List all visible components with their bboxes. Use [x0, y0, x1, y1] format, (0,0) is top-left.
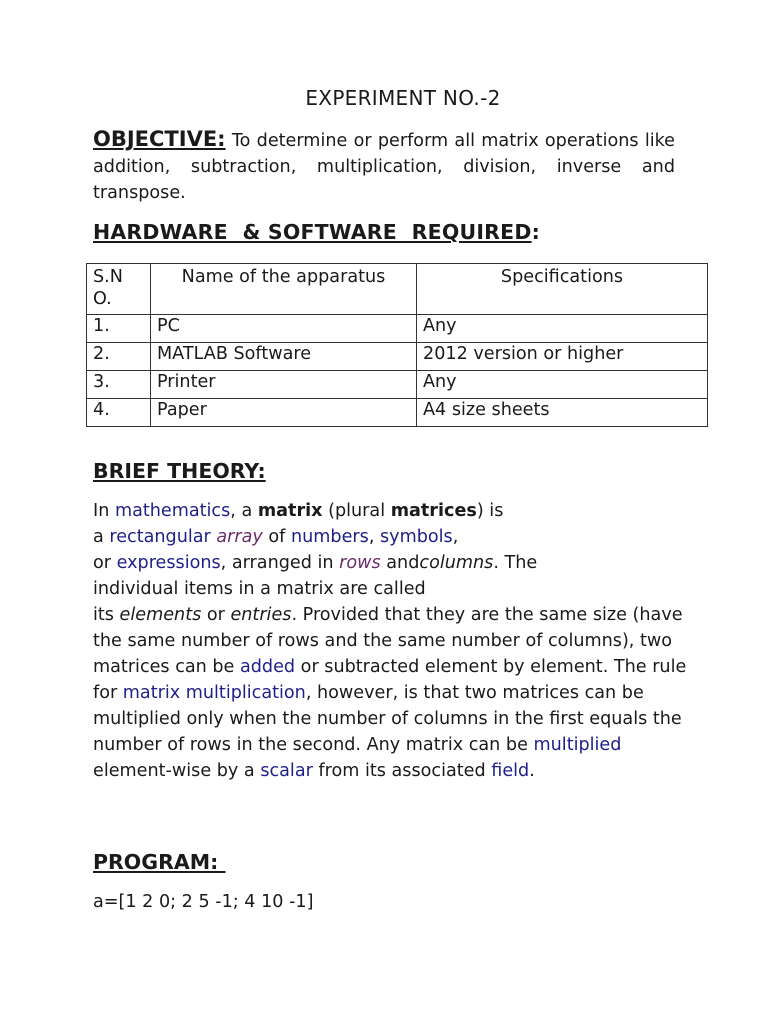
program-code-line: a=[1 2 0; 2 5 -1; 4 10 -1]: [93, 892, 314, 912]
link-multiplied[interactable]: multiplied: [533, 735, 622, 755]
header-apparatus: Name of the apparatus: [151, 264, 417, 315]
theory-text: ) is: [476, 501, 504, 521]
link-rows[interactable]: rows: [339, 553, 381, 573]
cell-sno: 1.: [87, 315, 151, 343]
theory-text: its: [93, 605, 120, 625]
table-row: [87, 315, 708, 343]
cell-sno: 4.: [87, 399, 151, 427]
term-entries: entries: [230, 605, 292, 625]
theory-text: ,: [368, 527, 381, 547]
header-specifications: Specifications: [417, 264, 708, 315]
theory-text: of: [262, 527, 291, 547]
cell-apparatus: Printer: [151, 371, 417, 399]
link-expressions[interactable]: expressions: [116, 553, 221, 573]
program-heading: PROGRAM:: [93, 850, 226, 874]
cell-specification: 2012 version or higher: [417, 343, 708, 371]
term-columns: columns: [419, 553, 494, 573]
link-numbers[interactable]: numbers: [290, 527, 369, 547]
link-array[interactable]: array: [216, 527, 263, 547]
objective-paragraph: [93, 126, 675, 206]
cell-specification: Any: [417, 315, 708, 343]
theory-text: or: [201, 605, 231, 625]
theory-text: (plural: [322, 501, 391, 521]
term-matrix: matrix: [257, 501, 323, 521]
hardware-heading-text: HARDWARE & SOFTWARE REQUIRED: [93, 220, 532, 244]
theory-text: individual items in a matrix are called: [93, 579, 426, 599]
theory-text: from its associated: [312, 761, 492, 781]
theory-text: . The: [493, 553, 538, 573]
theory-text: or: [93, 553, 117, 573]
term-matrices: matrices: [390, 501, 477, 521]
hardware-heading-colon: :: [531, 220, 540, 244]
theory-paragraph: [93, 498, 693, 784]
objective-heading: OBJECTIVE:: [93, 127, 226, 151]
objective-text: To determine or perform all matrix operations like addition, subtraction, multiplication, division, inverse and transpose.: [93, 131, 676, 203]
theory-text: , a: [230, 501, 258, 521]
cell-sno: 2.: [87, 343, 151, 371]
term-elements: elements: [119, 605, 202, 625]
cell-apparatus: Paper: [151, 399, 417, 427]
brief-theory-heading: BRIEF THEORY:: [93, 459, 266, 483]
link-added[interactable]: added: [239, 657, 296, 677]
cell-specification: A4 size sheets: [417, 399, 708, 427]
link-scalar[interactable]: scalar: [260, 761, 313, 781]
theory-text: element-wise by a: [93, 761, 261, 781]
cell-apparatus: MATLAB Software: [151, 343, 417, 371]
table-row: [87, 399, 708, 427]
apparatus-table: [86, 263, 708, 427]
table-row: [87, 371, 708, 399]
experiment-title: EXPERIMENT NO.-2: [305, 86, 501, 110]
theory-text: a: [93, 527, 110, 547]
theory-text: , arranged in: [220, 553, 340, 573]
theory-text: In: [93, 501, 115, 521]
link-matrix-multiplication[interactable]: matrix multiplication: [122, 683, 306, 703]
cell-specification: Any: [417, 371, 708, 399]
theory-text: or subtracted element by element. The rule for: [93, 657, 687, 703]
hardware-software-heading: [93, 220, 540, 244]
link-rectangular[interactable]: rectangular: [109, 527, 211, 547]
theory-text: and: [380, 553, 420, 573]
link-mathematics[interactable]: mathematics: [114, 501, 231, 521]
theory-text: ,: [452, 527, 459, 547]
header-sno: S.N O.: [87, 264, 151, 315]
cell-apparatus: PC: [151, 315, 417, 343]
theory-text: , however, is that two matrices can be multiplied only when the number of columns in the first equals the number of rows in the second. Any matrix can be: [93, 683, 682, 755]
theory-text: . Provided that they are the same size (have the same number of rows and the same number of columns), two matrices can be: [93, 605, 683, 677]
table-row: [87, 343, 708, 371]
link-field[interactable]: field: [491, 761, 530, 781]
link-symbols[interactable]: symbols: [380, 527, 453, 547]
table-header-row: [87, 264, 708, 315]
theory-text: .: [529, 761, 535, 781]
cell-sno: 3.: [87, 371, 151, 399]
